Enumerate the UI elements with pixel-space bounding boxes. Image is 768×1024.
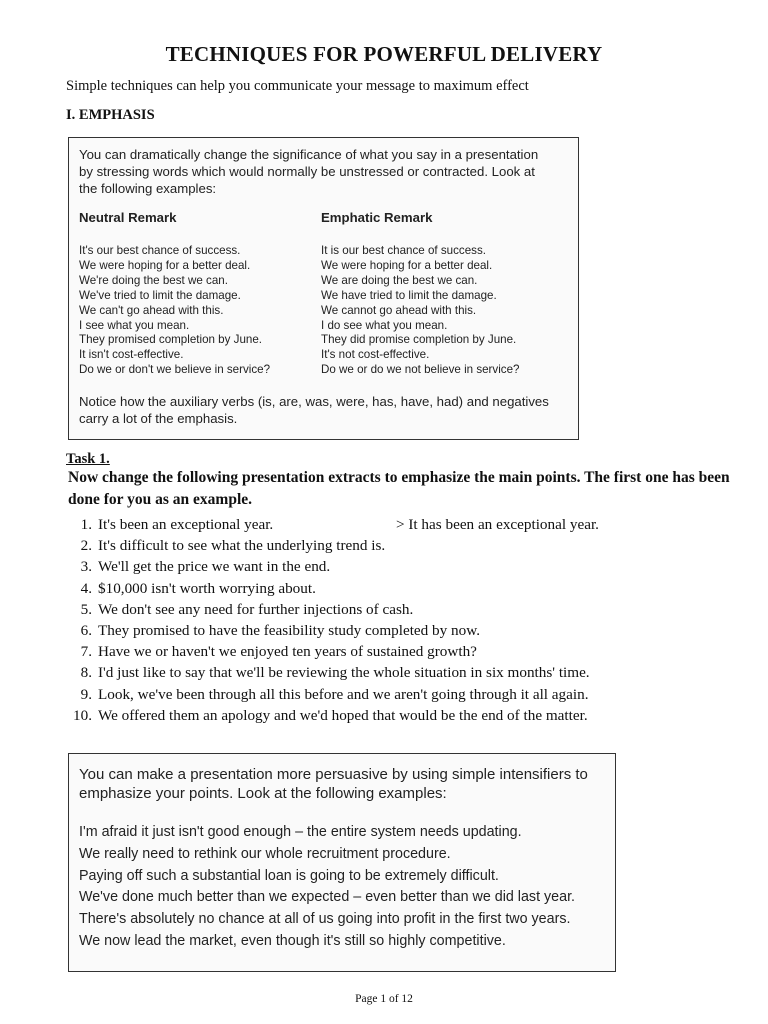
exercise-number: 10. bbox=[73, 706, 92, 724]
exercise-answer: > It has been an exceptional year. bbox=[396, 516, 599, 533]
page-footer: Page 1 of 12 bbox=[355, 993, 413, 1005]
exercise-number: 4. bbox=[80, 579, 92, 597]
intensifier-example: We really need to rethink our whole recruitment procedure. bbox=[79, 845, 451, 862]
emphatic-remark: It is our best chance of success. bbox=[321, 244, 486, 257]
emphatic-remark: We cannot go ahead with this. bbox=[321, 303, 477, 317]
emphatic-remark: We have tried to limit the damage. bbox=[321, 288, 497, 302]
neutral-remark: It's our best chance of success. bbox=[79, 244, 241, 257]
neutral-remark: We were hoping for a better deal. bbox=[79, 258, 251, 272]
exercise-list bbox=[66, 514, 746, 726]
exercise-item bbox=[66, 641, 746, 662]
neutral-remark: They promised completion by June. bbox=[79, 333, 263, 347]
exercise-text: We don't see any need for further injections of cash. bbox=[98, 600, 414, 618]
neutral-remark: We've tried to limit the damage. bbox=[79, 288, 241, 302]
exercise-item bbox=[66, 556, 746, 577]
emphatic-remark: Do we or do we not believe in service? bbox=[321, 363, 520, 377]
exercise-item bbox=[66, 514, 746, 535]
exercise-text: We'll get the price we want in the end. bbox=[98, 558, 331, 576]
neutral-remark: We can't go ahead with this. bbox=[79, 303, 224, 317]
intensifier-example: We now lead the market, even though it's still so highly competitive. bbox=[79, 932, 506, 949]
exercise-text: We offered them an apology and we'd hoped that would be the end of the matter. bbox=[98, 706, 588, 724]
page-subtitle: Simple techniques can help you communicate your message to maximum effect bbox=[66, 78, 529, 94]
emphasis-box bbox=[68, 137, 579, 440]
exercise-item bbox=[66, 620, 746, 641]
auxiliary-verbs-note: Notice how the auxiliary verbs (is, are, was, were, has, have, had) and negatives carry a lot of the emphasis. bbox=[79, 394, 549, 426]
neutral-remark: It isn't cost-effective. bbox=[79, 348, 184, 362]
emphatic-remark: We were hoping for a better deal. bbox=[321, 258, 493, 272]
exercise-item bbox=[66, 578, 746, 599]
emphasis-intro: You can dramatically change the significance of what you say in a presentation by stressing words which would normally be unstressed or contracted. Look at the following examples: bbox=[79, 147, 539, 196]
exercise-text: Have we or haven't we enjoyed ten years of sustained growth? bbox=[98, 643, 477, 661]
emphatic-remark: We are doing the best we can. bbox=[321, 273, 478, 287]
exercise-item bbox=[66, 599, 746, 620]
exercise-text: They promised to have the feasibility study completed by now. bbox=[98, 622, 480, 640]
intensifiers-box bbox=[68, 753, 616, 972]
intensifier-examples bbox=[79, 822, 609, 953]
exercise-number: 6. bbox=[80, 622, 92, 640]
exercise-number: 3. bbox=[80, 558, 92, 576]
emphatic-remark: They did promise completion by June. bbox=[321, 333, 517, 347]
exercise-number: 5. bbox=[80, 600, 92, 618]
intensifier-example: There's absolutely no chance at all of us going into profit in the first two years. bbox=[79, 911, 571, 928]
exercise-text: $10,000 isn't worth worrying about. bbox=[98, 579, 316, 597]
task-label: Task 1. bbox=[66, 451, 110, 467]
neutral-remark: Do we or don't we believe in service? bbox=[79, 363, 271, 377]
exercise-item bbox=[66, 662, 746, 683]
neutral-remark-heading: Neutral Remark bbox=[79, 210, 177, 225]
exercise-number: 7. bbox=[80, 643, 92, 661]
exercise-item bbox=[66, 705, 746, 726]
intensifiers-intro: You can make a presentation more persuasive by using simple intensifiers to emphasize your points. Look at the following examples: bbox=[79, 766, 588, 802]
intensifier-example: We've done much better than we expected – even better than we did last year. bbox=[79, 889, 576, 906]
emphatic-remark-list bbox=[321, 244, 573, 378]
section-heading-emphasis: I. EMPHASIS bbox=[66, 107, 155, 123]
exercise-item bbox=[66, 684, 746, 705]
exercise-number: 2. bbox=[80, 537, 92, 555]
emphatic-remark: It's not cost-effective. bbox=[321, 348, 430, 362]
neutral-remark: We're doing the best we can. bbox=[79, 273, 228, 287]
exercise-number: 9. bbox=[80, 685, 92, 703]
exercise-text: It's difficult to see what the underlying trend is. bbox=[98, 537, 386, 555]
page-title: TECHNIQUES FOR POWERFUL DELIVERY bbox=[165, 42, 603, 66]
emphatic-remark: I do see what you mean. bbox=[321, 318, 448, 332]
neutral-remark-list bbox=[79, 244, 315, 378]
emphatic-remark-heading: Emphatic Remark bbox=[321, 210, 433, 225]
exercise-text: Look, we've been through all this before and we aren't going through it all again. bbox=[98, 685, 589, 703]
exercise-text: I'd just like to say that we'll be reviewing the whole situation in six months' time. bbox=[98, 664, 590, 682]
exercise-number: 8. bbox=[80, 664, 92, 682]
intensifier-example: I'm afraid it just isn't good enough – the entire system needs updating. bbox=[79, 824, 522, 840]
intensifier-example: Paying off such a substantial loan is going to be extremely difficult. bbox=[79, 867, 499, 884]
exercise-text: It's been an exceptional year. bbox=[98, 516, 274, 533]
exercise-number: 1. bbox=[80, 516, 92, 533]
exercise-item bbox=[66, 535, 746, 556]
neutral-remark: I see what you mean. bbox=[79, 318, 190, 332]
task-instruction: Now change the following presentation extracts to emphasize the main points. The first one has been done for you as an example. bbox=[68, 469, 730, 508]
